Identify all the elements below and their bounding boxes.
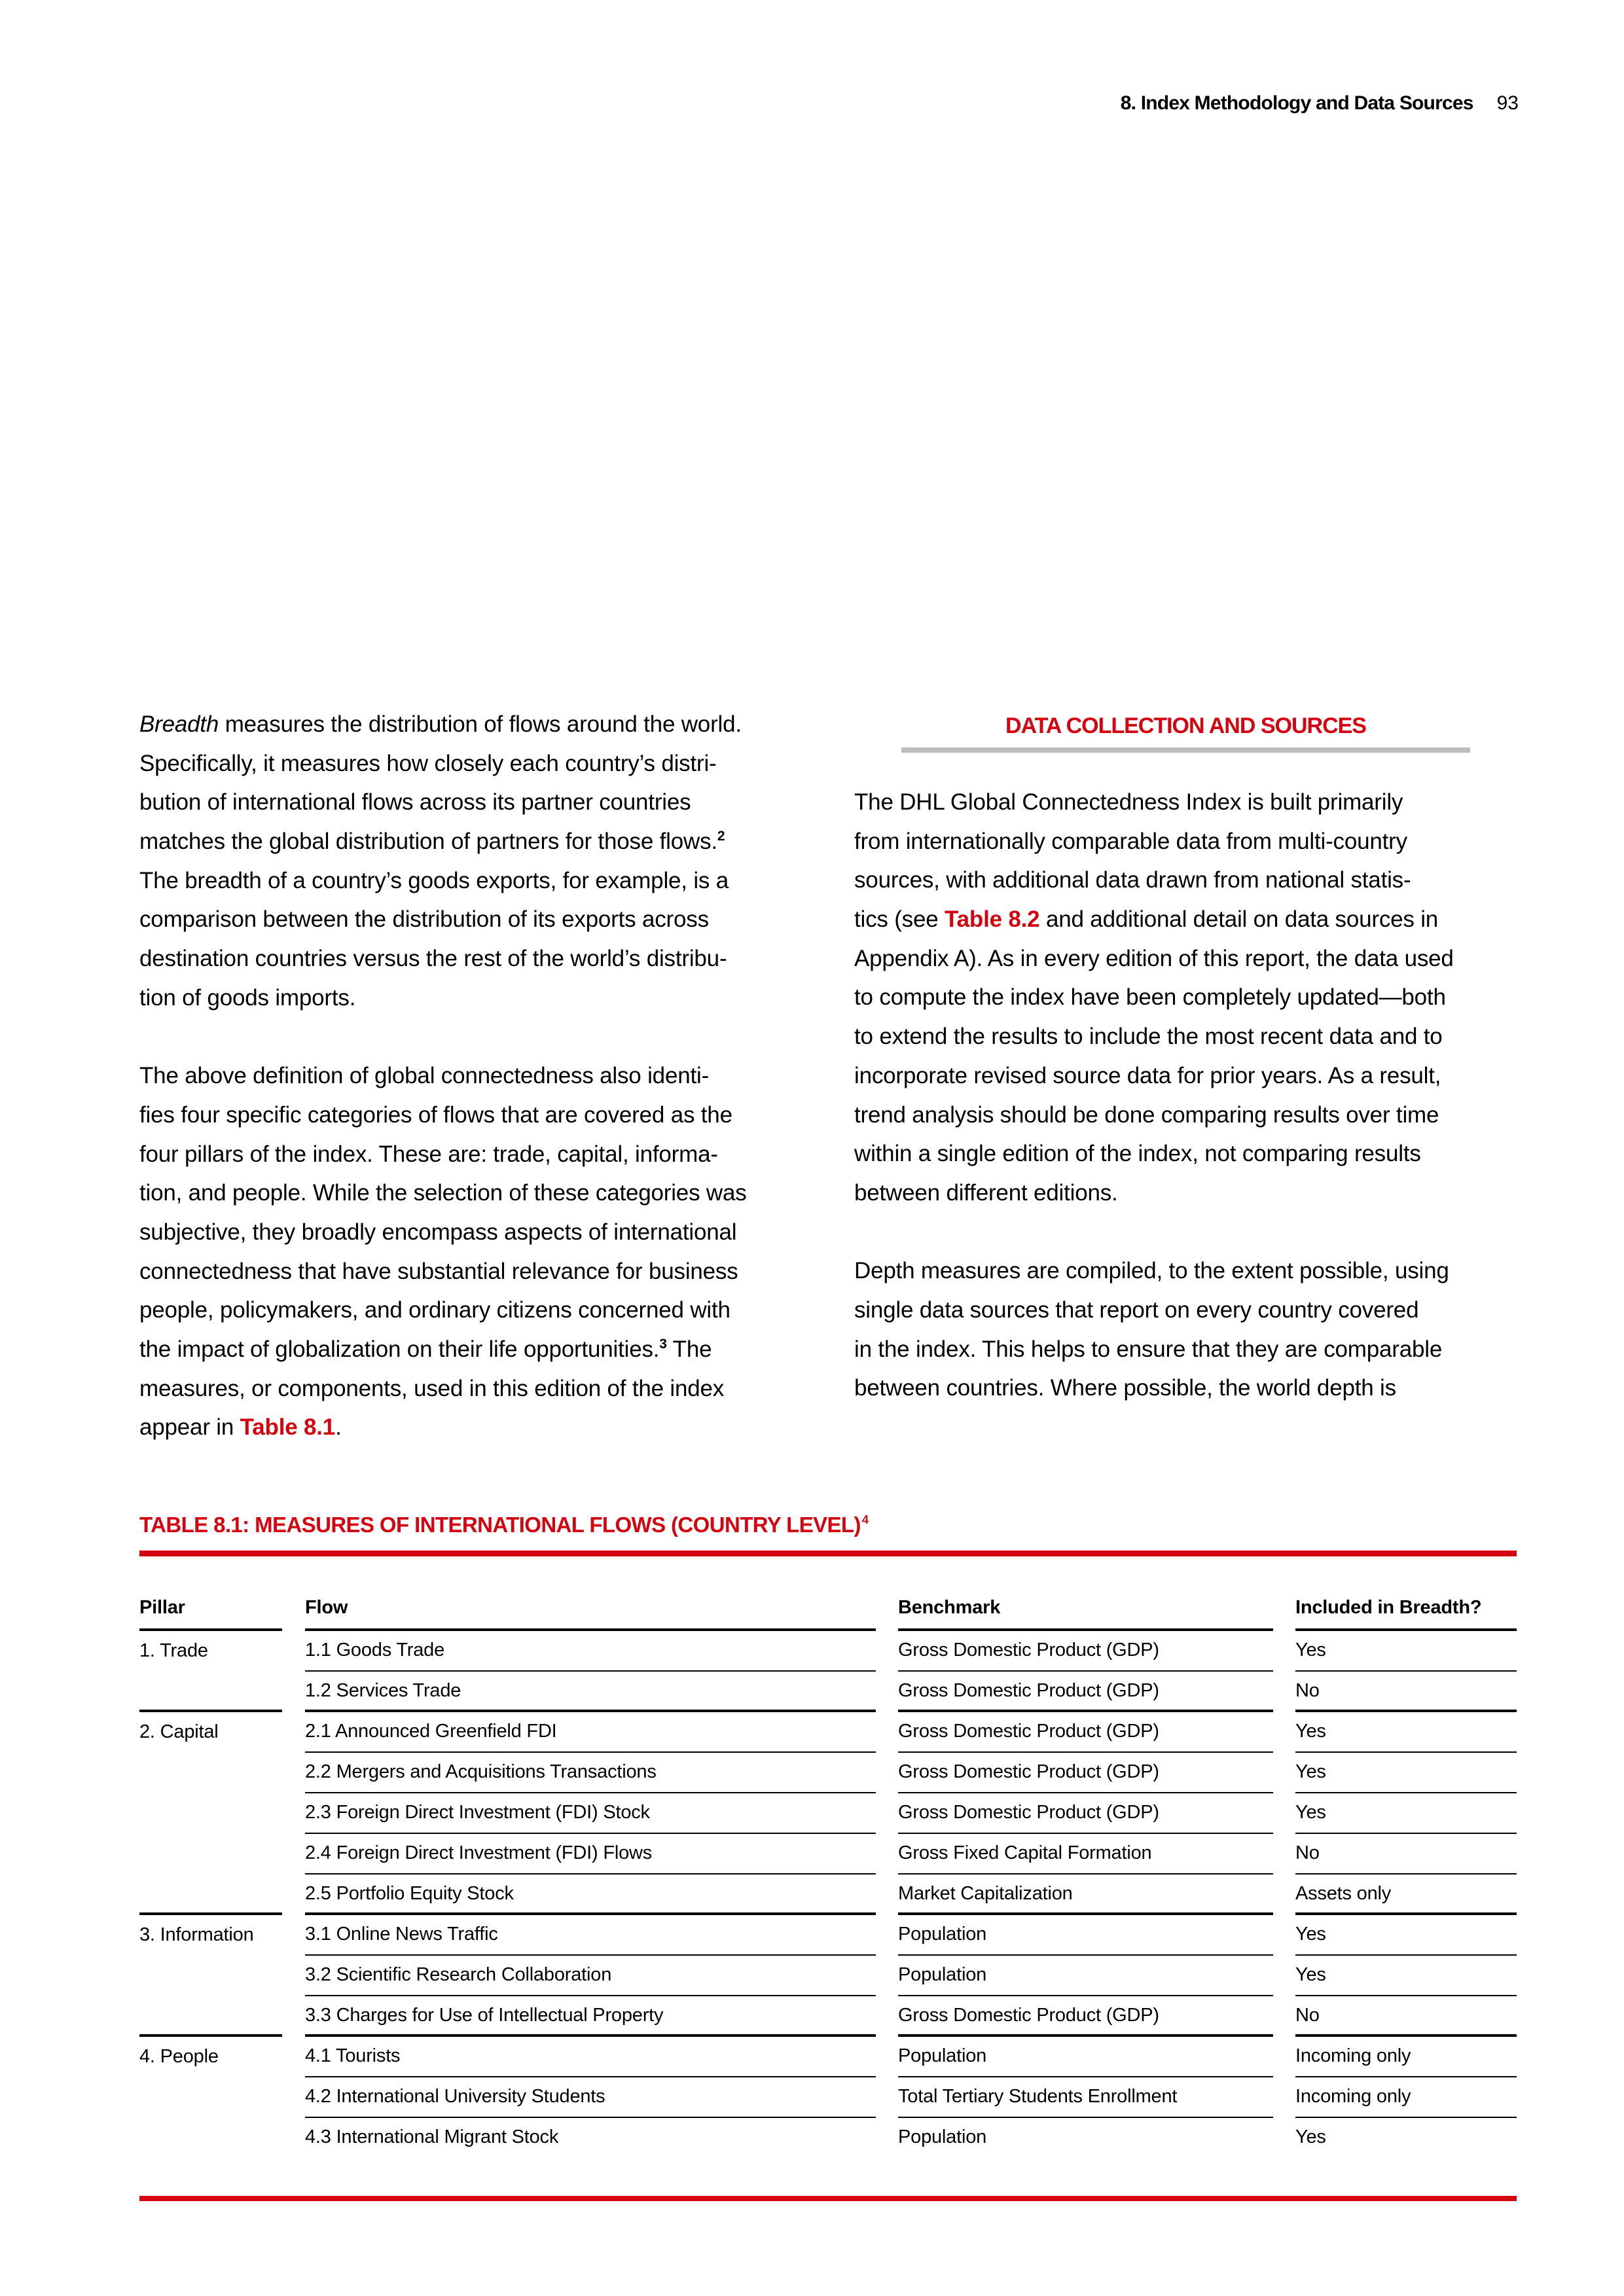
- breadth-cell: Yes: [1295, 2126, 1326, 2147]
- breadth-cell: Assets only: [1295, 1874, 1517, 1915]
- flow-cell: 4.1 Tourists: [305, 2037, 876, 2077]
- paragraph: [139, 1056, 804, 1447]
- text-line: single data sources that report on every country covered: [854, 1297, 1419, 1323]
- text-line: comparison between the distribution of its exports across: [139, 906, 709, 933]
- text-run: measures the distribution of flows around the world.: [219, 711, 742, 737]
- benchmark-cell: Total Tertiary Students Enrollment: [898, 2077, 1273, 2118]
- table-reference-link[interactable]: Table 8.2: [945, 906, 1040, 933]
- text-run: appear in: [139, 1414, 240, 1441]
- footnote-marker[interactable]: 2: [717, 829, 725, 844]
- benchmark-cell: Gross Domestic Product (GDP): [898, 1793, 1273, 1834]
- flow-cell: 4.2 International University Students: [305, 2077, 876, 2118]
- text-run: tics (see: [854, 906, 945, 933]
- breadth-cell: Yes: [1295, 1631, 1517, 1672]
- section-heading-rule: [901, 747, 1470, 753]
- footnote-marker[interactable]: 3: [659, 1336, 667, 1352]
- text-line: between countries. Where possible, the world depth is: [854, 1375, 1396, 1401]
- column-header-pillar: Pillar: [139, 1587, 282, 1631]
- flow-cell: 3.2 Scientific Research Collaboration: [305, 1956, 876, 1996]
- benchmark-cell: Population: [898, 2126, 987, 2147]
- text-line: subjective, they broadly encompass aspects of international: [139, 1219, 737, 1245]
- breadth-cell: No: [1295, 1672, 1517, 1712]
- column-header-benchmark: Benchmark: [898, 1587, 1273, 1631]
- pillar-cell: 3. Information: [139, 1915, 282, 2037]
- flow-cell: 2.3 Foreign Direct Investment (FDI) Stock: [305, 1793, 876, 1834]
- breadth-cell: Incoming only: [1295, 2037, 1517, 2077]
- breadth-cell: Yes: [1295, 1712, 1517, 1753]
- text-line: measures, or components, used in this edition of the index: [139, 1375, 725, 1401]
- text-line: four pillars of the index. These are: trade, capital, informa-: [139, 1141, 718, 1167]
- text-line: to extend the results to include the most recent data and to: [854, 1024, 1443, 1050]
- right-text-column: [854, 783, 1517, 1408]
- paragraph: [854, 783, 1517, 1213]
- flow-cell: 2.2 Mergers and Acquisitions Transactions: [305, 1753, 876, 1793]
- table-bottom-rule: [139, 2196, 1517, 2201]
- text-line: tion, and people. While the selection of these categories was: [139, 1180, 747, 1206]
- benchmark-cell: Gross Domestic Product (GDP): [898, 1672, 1273, 1712]
- text-line: The DHL Global Connectedness Index is built primarily: [854, 789, 1403, 815]
- table-top-rule: [139, 1551, 1517, 1556]
- page-number: 93: [1496, 92, 1519, 114]
- table-title-text: TABLE 8.1: MEASURES OF INTERNATIONAL FLOWS (COUNTRY LEVEL): [139, 1513, 861, 1537]
- breadth-cell: Yes: [1295, 1915, 1517, 1956]
- emphasis-term: Breadth: [139, 711, 219, 737]
- text-run: and additional detail on data sources in: [1039, 906, 1439, 933]
- text-line: trend analysis should be done comparing results over time: [854, 1102, 1439, 1128]
- text-line: destination countries versus the rest of the world’s distribu-: [139, 946, 727, 972]
- text-line: [139, 705, 742, 744]
- table-title-footnote-marker[interactable]: 4: [861, 1513, 869, 1527]
- text-line: [854, 900, 1438, 939]
- benchmark-cell: Gross Domestic Product (GDP): [898, 1996, 1273, 2037]
- flow-cell: 1.1 Goods Trade: [305, 1631, 876, 1672]
- running-header: [1121, 92, 1519, 115]
- text-line: tion of goods imports.: [139, 984, 356, 1011]
- flow-cell: 2.4 Foreign Direct Investment (FDI) Flows: [305, 1834, 876, 1874]
- text-line: [139, 822, 725, 861]
- section-heading: DATA COLLECTION AND SOURCES: [1005, 713, 1366, 738]
- benchmark-cell: Population: [898, 1956, 1273, 1996]
- text-run: matches the global distribution of partners for those flows.: [139, 829, 717, 855]
- benchmark-cell: Market Capitalization: [898, 1874, 1273, 1915]
- text-run: The: [666, 1336, 712, 1362]
- section-title: 8. Index Methodology and Data Sources: [1120, 92, 1473, 114]
- pillar-cell: 1. Trade: [139, 1631, 282, 1712]
- flows-table: [139, 1587, 1517, 2176]
- text-line: from internationally comparable data from multi-country: [854, 828, 1407, 854]
- benchmark-cell: Gross Domestic Product (GDP): [898, 1712, 1273, 1753]
- text-run: .: [335, 1414, 342, 1441]
- breadth-cell: Yes: [1295, 1793, 1517, 1834]
- flow-cell: 4.3 International Migrant Stock: [305, 2126, 559, 2147]
- column-header-breadth: Included in Breadth?: [1295, 1587, 1517, 1631]
- text-line: [139, 1408, 342, 1447]
- breadth-cell: Incoming only: [1295, 2077, 1517, 2118]
- flow-cell: 2.5 Portfolio Equity Stock: [305, 1874, 876, 1915]
- benchmark-cell: Gross Domestic Product (GDP): [898, 1753, 1273, 1793]
- benchmark-cell: Gross Domestic Product (GDP): [898, 1631, 1273, 1672]
- text-line: sources, with additional data drawn from national statis-: [854, 867, 1411, 893]
- benchmark-cell: Population: [898, 1915, 1273, 1956]
- text-line: Depth measures are compiled, to the extent possible, using: [854, 1258, 1449, 1284]
- text-line: The breadth of a country’s goods exports, for example, is a: [139, 867, 729, 893]
- breadth-cell: Yes: [1295, 1753, 1517, 1793]
- text-line: to compute the index have been completely updated—both: [854, 984, 1446, 1011]
- paragraph: [139, 705, 804, 1018]
- text-line: bution of international flows across its partner countries: [139, 789, 691, 816]
- left-text-column: [139, 705, 804, 1447]
- breadth-cell: No: [1295, 1834, 1517, 1874]
- text-line: in the index. This helps to ensure that they are comparable: [854, 1336, 1443, 1362]
- text-line: [139, 1330, 712, 1369]
- breadth-cell: Yes: [1295, 1956, 1517, 1996]
- breadth-cell: No: [1295, 1996, 1517, 2037]
- flow-cell: 2.1 Announced Greenfield FDI: [305, 1712, 876, 1753]
- pillar-cell: 4. People: [139, 2046, 219, 2067]
- text-line: The above definition of global connectedness also identi-: [139, 1063, 710, 1089]
- table-reference-link[interactable]: Table 8.1: [240, 1414, 336, 1441]
- text-line: people, policymakers, and ordinary citizens concerned with: [139, 1297, 731, 1323]
- text-line: connectedness that have substantial relevance for business: [139, 1258, 738, 1284]
- text-line: Specifically, it measures how closely each country’s distri-: [139, 750, 717, 776]
- flow-cell: 1.2 Services Trade: [305, 1672, 876, 1712]
- table-title: [139, 1512, 868, 1538]
- benchmark-cell: Gross Fixed Capital Formation: [898, 1834, 1273, 1874]
- text-run: the impact of globalization on their life opportunities.: [139, 1336, 660, 1362]
- text-line: fies four specific categories of flows that are covered as the: [139, 1102, 732, 1128]
- benchmark-cell: Population: [898, 2037, 1273, 2077]
- column-header-flow: Flow: [305, 1587, 876, 1631]
- flow-cell: 3.3 Charges for Use of Intellectual Property: [305, 1996, 876, 2037]
- pillar-cell: 2. Capital: [139, 1712, 282, 1915]
- text-line: Appendix A). As in every edition of this report, the data used: [854, 945, 1454, 971]
- text-line: between different editions.: [854, 1179, 1118, 1206]
- paragraph: [854, 1251, 1517, 1408]
- text-line: within a single edition of the index, not comparing results: [854, 1141, 1421, 1167]
- text-line: incorporate revised source data for prior years. As a result,: [854, 1062, 1441, 1088]
- flow-cell: 3.1 Online News Traffic: [305, 1915, 876, 1956]
